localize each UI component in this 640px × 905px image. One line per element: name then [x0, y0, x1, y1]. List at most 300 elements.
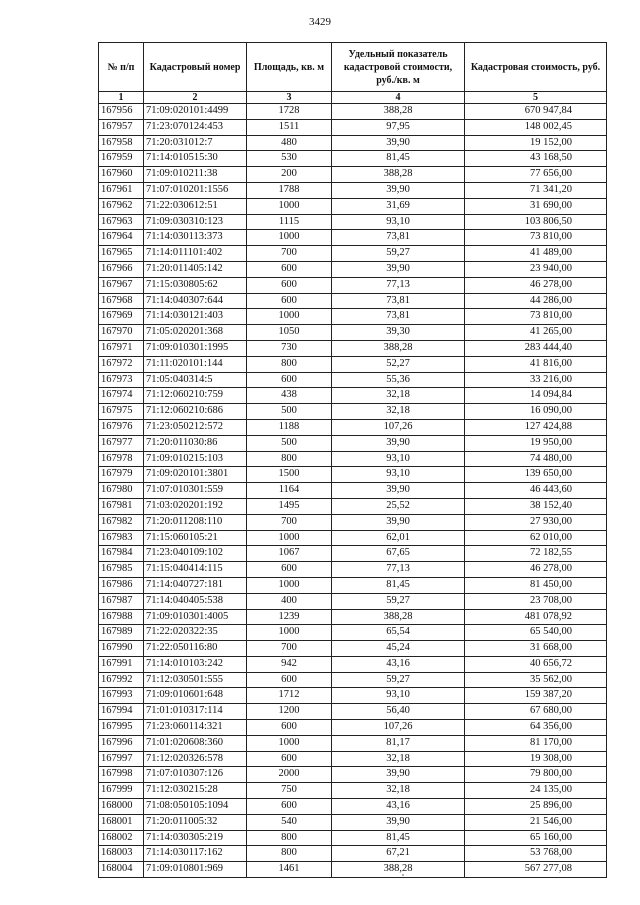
- table-row: [99, 230, 607, 246]
- column-number: 3: [247, 92, 332, 104]
- cadastral-value-cell: 148 002,45: [465, 119, 607, 135]
- table-row: [99, 246, 607, 262]
- table-row: [99, 720, 607, 736]
- unit-value-cell: 93,10: [332, 688, 465, 704]
- cadastral-value-cell: 283 444,40: [465, 340, 607, 356]
- unit-value-cell: 59,27: [332, 593, 465, 609]
- cadastral-number-cell: 71:22:020322:35: [144, 625, 247, 641]
- page-number: 3429: [309, 16, 331, 28]
- cadastral-value-cell: 27 930,00: [465, 514, 607, 530]
- unit-value-cell: 388,28: [332, 167, 465, 183]
- area-cell: 1115: [247, 214, 332, 230]
- cadastral-number-cell: 71:14:030113:373: [144, 230, 247, 246]
- unit-value-cell: 39,90: [332, 767, 465, 783]
- table-row: [99, 641, 607, 657]
- row-number-cell: 167993: [99, 688, 144, 704]
- area-cell: 1164: [247, 483, 332, 499]
- unit-value-cell: 39,90: [332, 483, 465, 499]
- row-number-cell: 167969: [99, 309, 144, 325]
- row-number-cell: 167966: [99, 261, 144, 277]
- row-number-cell: 167968: [99, 293, 144, 309]
- unit-value-cell: 107,26: [332, 419, 465, 435]
- area-cell: 600: [247, 799, 332, 815]
- row-number-cell: 167967: [99, 277, 144, 293]
- header-row-number: № п/п: [99, 43, 144, 92]
- cadastral-number-cell: 71:09:010301:1995: [144, 340, 247, 356]
- row-number-cell: 167985: [99, 562, 144, 578]
- row-number-cell: 167959: [99, 151, 144, 167]
- table-row: [99, 104, 607, 120]
- header-cadastral-number: Кадастровый номер: [144, 43, 247, 92]
- cadastral-number-cell: 71:01:010317:114: [144, 704, 247, 720]
- row-number-cell: 167972: [99, 356, 144, 372]
- table-row: [99, 799, 607, 815]
- cadastral-value-cell: 71 341,20: [465, 182, 607, 198]
- table-row: [99, 735, 607, 751]
- row-number-cell: 167995: [99, 720, 144, 736]
- column-number: 1: [99, 92, 144, 104]
- table-row: [99, 783, 607, 799]
- cadastral-number-cell: 71:07:010307:126: [144, 767, 247, 783]
- unit-value-cell: 39,90: [332, 135, 465, 151]
- table-body: [99, 92, 607, 878]
- row-number-cell: 167991: [99, 656, 144, 672]
- area-cell: 400: [247, 593, 332, 609]
- row-number-cell: 168002: [99, 830, 144, 846]
- area-cell: 600: [247, 261, 332, 277]
- area-cell: 438: [247, 388, 332, 404]
- unit-value-cell: 32,18: [332, 404, 465, 420]
- column-number: 2: [144, 92, 247, 104]
- area-cell: 800: [247, 830, 332, 846]
- area-cell: 1495: [247, 498, 332, 514]
- unit-value-cell: 388,28: [332, 340, 465, 356]
- unit-value-cell: 39,30: [332, 325, 465, 341]
- cadastral-value-cell: 65 160,00: [465, 830, 607, 846]
- table-row: [99, 309, 607, 325]
- unit-value-cell: 32,18: [332, 388, 465, 404]
- cadastral-number-cell: 71:05:020201:368: [144, 325, 247, 341]
- unit-value-cell: 32,18: [332, 751, 465, 767]
- area-cell: 1728: [247, 104, 332, 120]
- unit-value-cell: 55,36: [332, 372, 465, 388]
- cadastral-number-cell: 71:14:010103:242: [144, 656, 247, 672]
- cadastral-number-cell: 71:15:030805:62: [144, 277, 247, 293]
- unit-value-cell: 39,90: [332, 514, 465, 530]
- cadastral-value-cell: 103 806,50: [465, 214, 607, 230]
- unit-value-cell: 73,81: [332, 230, 465, 246]
- area-cell: 1000: [247, 577, 332, 593]
- unit-value-cell: 388,28: [332, 609, 465, 625]
- cadastral-value-cell: 73 810,00: [465, 230, 607, 246]
- cadastral-value-cell: 35 562,00: [465, 672, 607, 688]
- cadastral-number-cell: 71:22:050116:80: [144, 641, 247, 657]
- area-cell: 500: [247, 435, 332, 451]
- table-row: [99, 593, 607, 609]
- cadastral-number-cell: 71:12:060210:686: [144, 404, 247, 420]
- cadastral-value-cell: 62 010,00: [465, 530, 607, 546]
- unit-value-cell: 107,26: [332, 720, 465, 736]
- area-cell: 600: [247, 372, 332, 388]
- unit-value-cell: 52,27: [332, 356, 465, 372]
- table-row: [99, 325, 607, 341]
- row-number-cell: 168004: [99, 862, 144, 878]
- unit-value-cell: 39,90: [332, 182, 465, 198]
- row-number-cell: 167997: [99, 751, 144, 767]
- cadastral-value-cell: 31 668,00: [465, 641, 607, 657]
- area-cell: 600: [247, 720, 332, 736]
- cadastral-value-cell: 19 152,00: [465, 135, 607, 151]
- table-row: [99, 451, 607, 467]
- row-number-cell: 167982: [99, 514, 144, 530]
- cadastral-number-cell: 71:08:050105:1094: [144, 799, 247, 815]
- table-row: [99, 577, 607, 593]
- unit-value-cell: 65,54: [332, 625, 465, 641]
- cadastral-value-cell: 16 090,00: [465, 404, 607, 420]
- area-cell: 700: [247, 514, 332, 530]
- table-row: [99, 530, 607, 546]
- row-number-cell: 167957: [99, 119, 144, 135]
- table-row: [99, 119, 607, 135]
- area-cell: 700: [247, 641, 332, 657]
- area-cell: 1000: [247, 230, 332, 246]
- area-cell: 600: [247, 293, 332, 309]
- area-cell: 1000: [247, 735, 332, 751]
- table-row: [99, 214, 607, 230]
- table-row: [99, 467, 607, 483]
- cadastral-number-cell: 71:22:030612:51: [144, 198, 247, 214]
- cadastral-value-cell: 41 489,00: [465, 246, 607, 262]
- unit-value-cell: 59,27: [332, 246, 465, 262]
- row-number-cell: 167996: [99, 735, 144, 751]
- row-number-cell: 167988: [99, 609, 144, 625]
- unit-value-cell: 81,45: [332, 151, 465, 167]
- cadastral-value-cell: 77 656,00: [465, 167, 607, 183]
- row-number-cell: 167958: [99, 135, 144, 151]
- cadastral-value-cell: 23 940,00: [465, 261, 607, 277]
- area-cell: 1511: [247, 119, 332, 135]
- row-number-cell: 167984: [99, 546, 144, 562]
- table-row: [99, 609, 607, 625]
- unit-value-cell: 93,10: [332, 467, 465, 483]
- cadastral-number-cell: 71:23:040109:102: [144, 546, 247, 562]
- cadastral-value-cell: 46 443,60: [465, 483, 607, 499]
- cadastral-value-cell: 73 810,00: [465, 309, 607, 325]
- area-cell: 1788: [247, 182, 332, 198]
- area-cell: 750: [247, 783, 332, 799]
- unit-value-cell: 25,52: [332, 498, 465, 514]
- table-row: [99, 340, 607, 356]
- unit-value-cell: 31,69: [332, 198, 465, 214]
- area-cell: 700: [247, 246, 332, 262]
- cadastral-value-cell: 46 278,00: [465, 562, 607, 578]
- cadastral-number-cell: 71:14:040405:538: [144, 593, 247, 609]
- cadastral-number-cell: 71:09:010215:103: [144, 451, 247, 467]
- area-cell: 800: [247, 451, 332, 467]
- row-number-cell: 167989: [99, 625, 144, 641]
- table-row: [99, 498, 607, 514]
- row-number-cell: 167961: [99, 182, 144, 198]
- table-row: [99, 198, 607, 214]
- unit-value-cell: 73,81: [332, 293, 465, 309]
- table-row: [99, 546, 607, 562]
- row-number-cell: 167983: [99, 530, 144, 546]
- column-number-row: [99, 92, 607, 104]
- unit-value-cell: 67,65: [332, 546, 465, 562]
- unit-value-cell: 93,10: [332, 214, 465, 230]
- row-number-cell: 167976: [99, 419, 144, 435]
- cadastral-number-cell: 71:15:040414:115: [144, 562, 247, 578]
- table-row: [99, 688, 607, 704]
- cadastral-value-cell: 74 480,00: [465, 451, 607, 467]
- area-cell: 1000: [247, 309, 332, 325]
- cadastral-value-cell: 14 094,84: [465, 388, 607, 404]
- cadastral-value-cell: 23 708,00: [465, 593, 607, 609]
- row-number-cell: 167979: [99, 467, 144, 483]
- cadastral-number-cell: 71:07:010201:1556: [144, 182, 247, 198]
- area-cell: 1067: [247, 546, 332, 562]
- cadastral-number-cell: 71:14:010515:30: [144, 151, 247, 167]
- cadastral-value-cell: 64 356,00: [465, 720, 607, 736]
- cadastral-value-cell: 38 152,40: [465, 498, 607, 514]
- cadastral-value-cell: 46 278,00: [465, 277, 607, 293]
- cadastral-value-cell: 65 540,00: [465, 625, 607, 641]
- table-row: [99, 419, 607, 435]
- area-cell: 1050: [247, 325, 332, 341]
- area-cell: 200: [247, 167, 332, 183]
- area-cell: 2000: [247, 767, 332, 783]
- cadastral-value-cell: 41 816,00: [465, 356, 607, 372]
- row-number-cell: 167999: [99, 783, 144, 799]
- cadastral-number-cell: 71:15:060105:21: [144, 530, 247, 546]
- area-cell: 1000: [247, 198, 332, 214]
- cadastral-number-cell: 71:20:011005:32: [144, 814, 247, 830]
- row-number-cell: 167981: [99, 498, 144, 514]
- cadastral-number-cell: 71:12:060210:759: [144, 388, 247, 404]
- cadastral-number-cell: 71:20:011208:110: [144, 514, 247, 530]
- area-cell: 530: [247, 151, 332, 167]
- cadastral-value-cell: 43 168,50: [465, 151, 607, 167]
- row-number-cell: 167956: [99, 104, 144, 120]
- row-number-cell: 167998: [99, 767, 144, 783]
- area-cell: 800: [247, 846, 332, 862]
- table-row: [99, 672, 607, 688]
- row-number-cell: 167980: [99, 483, 144, 499]
- row-number-cell: 167986: [99, 577, 144, 593]
- cadastral-value-cell: 25 896,00: [465, 799, 607, 815]
- unit-value-cell: 43,16: [332, 656, 465, 672]
- cadastral-number-cell: 71:12:030215:28: [144, 783, 247, 799]
- table-row: [99, 767, 607, 783]
- column-number: 4: [332, 92, 465, 104]
- cadastral-number-cell: 71:09:010301:4005: [144, 609, 247, 625]
- cadastral-value-cell: 67 680,00: [465, 704, 607, 720]
- cadastral-value-cell: 159 387,20: [465, 688, 607, 704]
- area-cell: 1461: [247, 862, 332, 878]
- table-row: [99, 372, 607, 388]
- row-number-cell: 167962: [99, 198, 144, 214]
- unit-value-cell: 62,01: [332, 530, 465, 546]
- header-area: Площадь, кв. м: [247, 43, 332, 92]
- scan-speck: [402, 874, 404, 876]
- unit-value-cell: 77,13: [332, 562, 465, 578]
- table-row: [99, 277, 607, 293]
- cadastral-value-cell: 41 265,00: [465, 325, 607, 341]
- table-row: [99, 704, 607, 720]
- cadastral-value-cell: 19 308,00: [465, 751, 607, 767]
- area-cell: 942: [247, 656, 332, 672]
- area-cell: 1500: [247, 467, 332, 483]
- cadastral-value-cell: 72 182,55: [465, 546, 607, 562]
- area-cell: 1712: [247, 688, 332, 704]
- header-cadastral-value: Кадастровая стоимость, руб.: [465, 43, 607, 92]
- unit-value-cell: 39,90: [332, 261, 465, 277]
- cadastral-value-cell: 44 286,00: [465, 293, 607, 309]
- unit-value-cell: 93,10: [332, 451, 465, 467]
- area-cell: 1000: [247, 625, 332, 641]
- unit-value-cell: 32,18: [332, 783, 465, 799]
- row-number-cell: 167977: [99, 435, 144, 451]
- unit-value-cell: 67,21: [332, 846, 465, 862]
- unit-value-cell: 73,81: [332, 309, 465, 325]
- table-row: [99, 751, 607, 767]
- cadastral-value-cell: 139 650,00: [465, 467, 607, 483]
- row-number-cell: 167994: [99, 704, 144, 720]
- cadastral-number-cell: 71:09:010211:38: [144, 167, 247, 183]
- unit-value-cell: 81,17: [332, 735, 465, 751]
- cadastral-number-cell: 71:20:011405:142: [144, 261, 247, 277]
- table-row: [99, 435, 607, 451]
- cadastral-number-cell: 71:12:020326:578: [144, 751, 247, 767]
- table-row: [99, 356, 607, 372]
- cadastral-number-cell: 71:05:040314:5: [144, 372, 247, 388]
- row-number-cell: 167965: [99, 246, 144, 262]
- table-row: [99, 625, 607, 641]
- cadastral-value-cell: 19 950,00: [465, 435, 607, 451]
- table-row: [99, 388, 607, 404]
- cadastral-value-cell: 31 690,00: [465, 198, 607, 214]
- table-row: [99, 135, 607, 151]
- cadastral-number-cell: 71:12:030501:555: [144, 672, 247, 688]
- cadastral-value-cell: 79 800,00: [465, 767, 607, 783]
- cadastral-number-cell: 71:23:050212:572: [144, 419, 247, 435]
- row-number-cell: 168001: [99, 814, 144, 830]
- cadastral-number-cell: 71:09:030310:123: [144, 214, 247, 230]
- cadastral-number-cell: 71:14:040307:644: [144, 293, 247, 309]
- table-row: [99, 830, 607, 846]
- cadastral-value-cell: 24 135,00: [465, 783, 607, 799]
- cadastral-value-cell: 81 170,00: [465, 735, 607, 751]
- table-row: [99, 182, 607, 198]
- area-cell: 800: [247, 356, 332, 372]
- area-cell: 600: [247, 562, 332, 578]
- cadastral-number-cell: 71:20:031012:7: [144, 135, 247, 151]
- cadastral-number-cell: 71:14:040727:181: [144, 577, 247, 593]
- area-cell: 1200: [247, 704, 332, 720]
- cadastral-number-cell: 71:23:070124:453: [144, 119, 247, 135]
- cadastral-number-cell: 71:09:020101:3801: [144, 467, 247, 483]
- column-number: 5: [465, 92, 607, 104]
- area-cell: 600: [247, 751, 332, 767]
- cadastral-value-cell: 670 947,84: [465, 104, 607, 120]
- cadastral-number-cell: 71:14:030121:403: [144, 309, 247, 325]
- unit-value-cell: 56,40: [332, 704, 465, 720]
- unit-value-cell: 388,28: [332, 104, 465, 120]
- row-number-cell: 167978: [99, 451, 144, 467]
- table-row: [99, 562, 607, 578]
- table-row: [99, 261, 607, 277]
- area-cell: 600: [247, 277, 332, 293]
- unit-value-cell: 97,95: [332, 119, 465, 135]
- unit-value-cell: 81,45: [332, 830, 465, 846]
- row-number-cell: 167973: [99, 372, 144, 388]
- row-number-cell: 167987: [99, 593, 144, 609]
- area-cell: 540: [247, 814, 332, 830]
- cadastral-number-cell: 71:14:011101:402: [144, 246, 247, 262]
- cadastral-value-cell: 127 424,88: [465, 419, 607, 435]
- table-row: [99, 404, 607, 420]
- row-number-cell: 167992: [99, 672, 144, 688]
- area-cell: 1000: [247, 530, 332, 546]
- cadastral-number-cell: 71:01:020608:360: [144, 735, 247, 751]
- table-row: [99, 167, 607, 183]
- area-cell: 1239: [247, 609, 332, 625]
- table-row: [99, 293, 607, 309]
- cadastral-value-cell: 21 546,00: [465, 814, 607, 830]
- unit-value-cell: 59,27: [332, 672, 465, 688]
- cadastral-number-cell: 71:09:010601:648: [144, 688, 247, 704]
- table-row: [99, 483, 607, 499]
- cadastral-number-cell: 71:03:020201:192: [144, 498, 247, 514]
- row-number-cell: 168003: [99, 846, 144, 862]
- cadastral-value-cell: 33 216,00: [465, 372, 607, 388]
- unit-value-cell: 81,45: [332, 577, 465, 593]
- cadastral-number-cell: 71:09:010801:969: [144, 862, 247, 878]
- table-row: [99, 862, 607, 878]
- row-number-cell: 167970: [99, 325, 144, 341]
- row-number-cell: 167974: [99, 388, 144, 404]
- area-cell: 1188: [247, 419, 332, 435]
- cadastral-value-cell: 53 768,00: [465, 846, 607, 862]
- cadastral-value-table: [98, 42, 607, 878]
- unit-value-cell: 45,24: [332, 641, 465, 657]
- header-unit-value: Удельный показатель кадастровой стоимости, руб./кв. м: [332, 43, 465, 92]
- row-number-cell: 168000: [99, 799, 144, 815]
- unit-value-cell: 39,90: [332, 435, 465, 451]
- row-number-cell: 167964: [99, 230, 144, 246]
- unit-value-cell: 388,28: [332, 862, 465, 878]
- table-row: [99, 656, 607, 672]
- cadastral-number-cell: 71:23:060114:321: [144, 720, 247, 736]
- unit-value-cell: 77,13: [332, 277, 465, 293]
- cadastral-number-cell: 71:14:030117:162: [144, 846, 247, 862]
- cadastral-value-cell: 81 450,00: [465, 577, 607, 593]
- table-header-row: [99, 43, 607, 92]
- cadastral-value-cell: 481 078,92: [465, 609, 607, 625]
- area-cell: 730: [247, 340, 332, 356]
- cadastral-number-cell: 71:09:020101:4499: [144, 104, 247, 120]
- row-number-cell: 167963: [99, 214, 144, 230]
- table-row: [99, 514, 607, 530]
- row-number-cell: 167971: [99, 340, 144, 356]
- cadastral-value-cell: 567 277,08: [465, 862, 607, 878]
- cadastral-number-cell: 71:14:030305:219: [144, 830, 247, 846]
- table-row: [99, 846, 607, 862]
- cadastral-number-cell: 71:07:010301:559: [144, 483, 247, 499]
- cadastral-number-cell: 71:11:020101:144: [144, 356, 247, 372]
- row-number-cell: 167960: [99, 167, 144, 183]
- cadastral-number-cell: 71:20:011030:86: [144, 435, 247, 451]
